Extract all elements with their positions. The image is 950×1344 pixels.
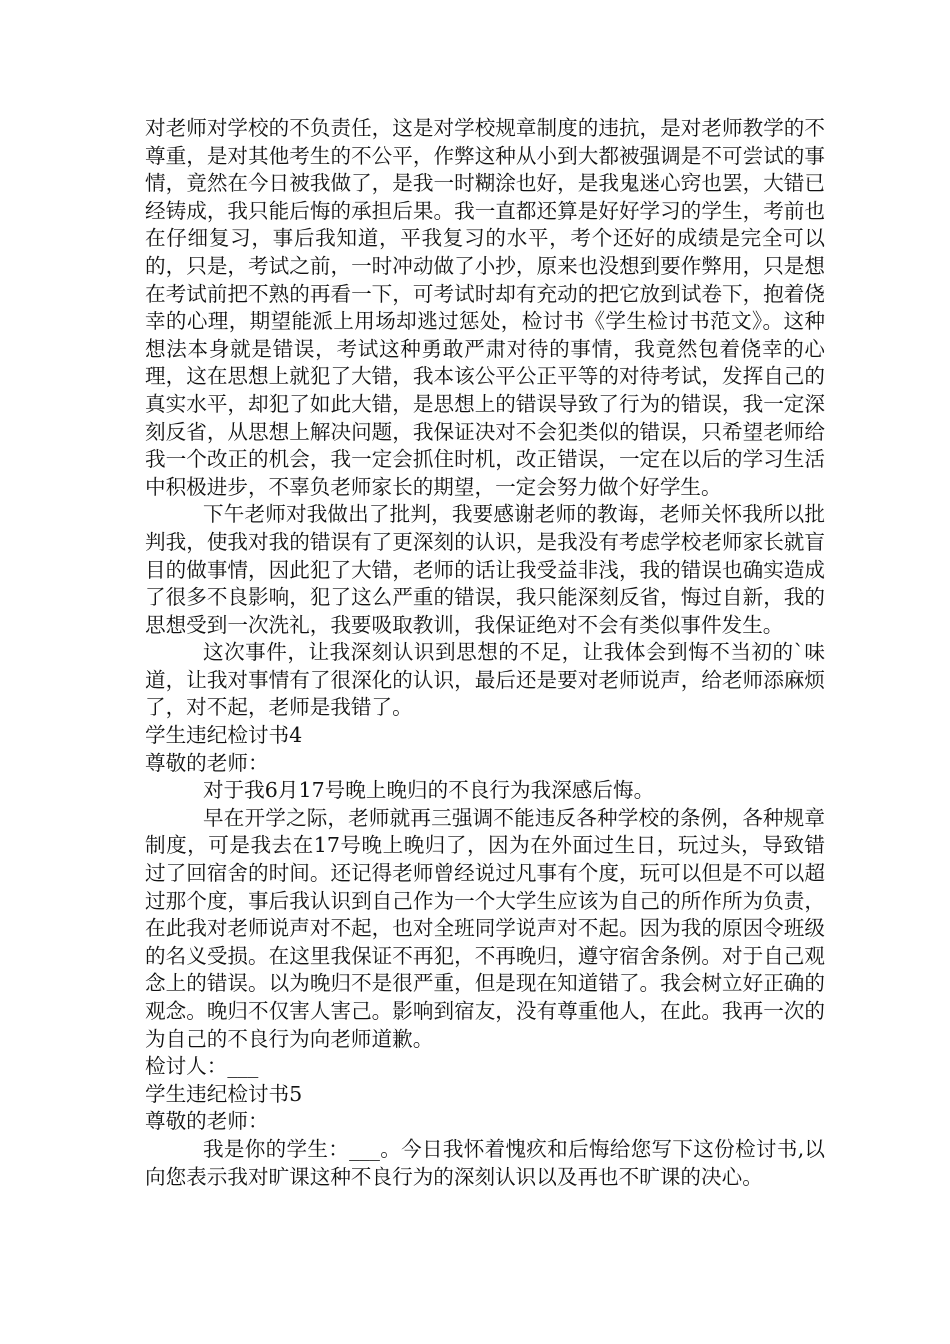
paragraph-exam-cheating-reflection: 对老师对学校的不负责任，这是对学校规章制度的违抗，是对老师教学的不尊重，是对其他考生的不公平，作弊这种从小到大都被强调是不可尝试的事情，竟然在今日被我做了，是我一时糊涂也好，是我鬼迷心窍也罢，大错已经铸成，我只能后悔的承担后果。我一直都还算是好好学习的学生，考前也在仔细复习，事后我知道，平我复习的水平，考个还好的成绩是完全可以的，只是，考试之前，一时冲动做了小抄，原来也没想到要作弊用，只是想在考试前把不熟的再看一下，可考试时却有充动的把它放到试卷下，抱着侥幸的心理，期望能派上用场却逃过惩处，检讨书《学生检讨书范文》。这种想法本身就是错误，考试这种勇敢严肃对待的事情，我竟然包着侥幸的心理，这在思想上就犯了大错，我本该公平公正平等的对待考试，发挥自己的真实水平，却犯了如此大错，是思想上的错误导致了行为的错误，我一定深刻反省，从思想上解决问题，我保证决对不会犯类似的错误，只希望老师给我一个改正的机会，我一定会抓住时机，改正错误，一定在以后的学习生活中积极进步，不辜负老师家长的期望，一定会努力做个好学生。 <box>145 116 825 499</box>
heading-self-criticism-5: 学生违纪检讨书5 <box>145 1081 303 1106</box>
document-body <box>145 115 825 1191</box>
heading-self-criticism-4: 学生违纪检讨书4 <box>145 723 303 748</box>
paragraph-apology-conclusion: 这次事件，让我深刻认识到思想的不足，让我体会到悔不当初的`味道，让我对事情有了很深化的认识，最后还是要对老师说声，给老师添麻烦了，对不起，老师是我错了。 <box>145 640 825 720</box>
paragraph-teacher-criticism: 下午老师对我做出了批判，我要感谢老师的教诲，老师关怀我所以批判我，使我对我的错误有了更深刻的认识，是我没有考虑学校老师家长就盲目的做事情，因此犯了大错，老师的话让我受益非浅，我的错误也确实造成了很多不良影响，犯了这么严重的错误，我只能深刻反省，悔过自新，我的思想受到一次洗礼，我要吸取教训，我保证绝对不会有类似事件发生。 <box>145 502 825 637</box>
greeting-4: 尊敬的老师： <box>145 750 269 775</box>
paragraph-truancy-intro: 我是你的学生：___。今日我怀着愧疚和后悔给您写下这份检讨书,以向您表示我对旷课这种不良行为的深刻认识以及再也不旷课的决心。 <box>145 1136 825 1189</box>
greeting-5: 尊敬的老师： <box>145 1109 269 1134</box>
paragraph-late-return: 对于我6月17号晚上晚归的不良行为我深感后悔。 <box>203 778 655 803</box>
paragraph-late-return-details: 早在开学之际，老师就再三强调不能违反各种学校的条例，各种规章制度，可是我去在17号晚上晚归了，因为在外面过生日，玩过头，导致错过了回宿舍的时间。还记得老师曾经说过凡事有个度，玩可以但是不可以超过那个度，事后我认识到自己作为一个大学生应该为自己的所作所为负责，在此我对老师说声对不起，也对全班同学说声对不起。因为我的原因令班级的名义受损。在这里我保证不再犯，不再晚归，遵守宿舍条例。对于自己观念上的错误。以为晚归不是很严重，但是现在知道错了。我会树立好正确的观念。晚归不仅害人害己。影响到宿友，没有尊重他人，在此。我再一次的为自己的不良行为向老师道歉。 <box>145 805 825 1051</box>
signature-line-4: 检讨人：___ <box>145 1054 259 1079</box>
